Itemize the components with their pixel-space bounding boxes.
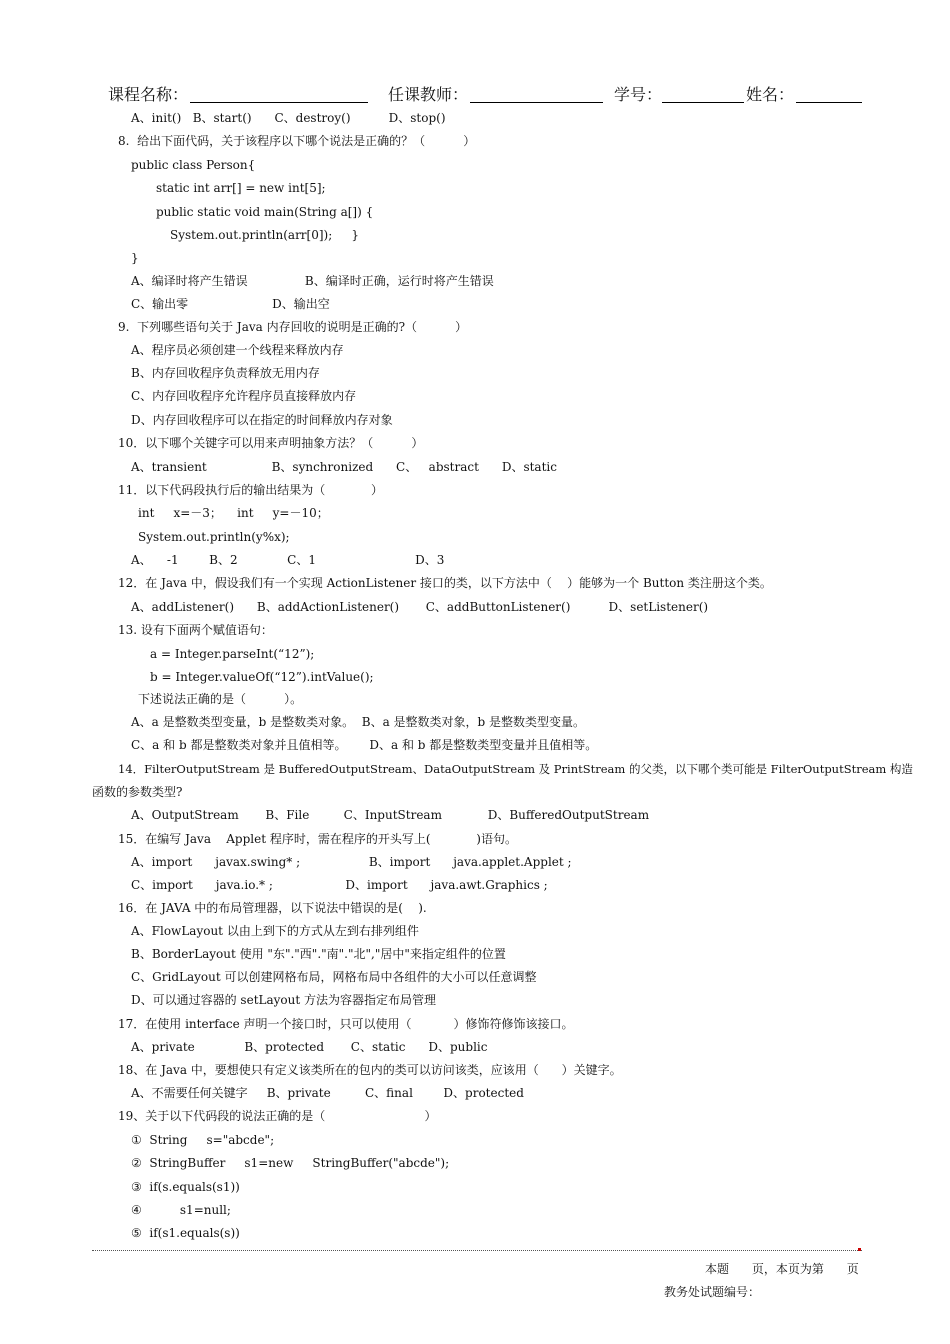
q11-code-line: int x=－3； int y=－10； bbox=[138, 506, 329, 520]
q19-code-line: ③ if(s.equals(s1)) bbox=[131, 1180, 240, 1194]
course-name-label: 课程名称： bbox=[108, 85, 189, 104]
page-count-text: 本题 页，本页为第 页 bbox=[705, 1262, 859, 1276]
q9-option: B、内存回收程序负责释放无用内存 bbox=[131, 366, 320, 380]
q8-code-line: public static void main(String a[]) { bbox=[156, 205, 374, 219]
q17-options: A、private B、protected C、static D、public bbox=[131, 1040, 488, 1054]
q14-stem: 14．FilterOutputStream 是 BufferedOutputStream、DataOutputStream 及 PrintStream 的父类，以下哪个类可能是 FilterOutputStream 构造 bbox=[118, 762, 913, 776]
q19-code-line: ② StringBuffer s1=new StringBuffer("abcde"); bbox=[131, 1156, 450, 1170]
q16-option: C、GridLayout 可以创建网格布局，网格布局中各组件的大小可以任意调整 bbox=[131, 970, 537, 984]
q13-stem: 13. 设有下面两个赋值语句： bbox=[118, 623, 273, 637]
q9-option: D、内存回收程序可以在指定的时间释放内存对象 bbox=[131, 413, 393, 427]
q9-stem: 9. 下列哪些语句关于 Java 内存回收的说明是正确的?（ ） bbox=[118, 320, 468, 334]
q11-options: A、 -1 B、2 C、1 D、3 bbox=[131, 553, 445, 567]
q15-options: C、import java.io.* ; D、import java.awt.Graphics ; bbox=[131, 878, 548, 892]
course-name-blank bbox=[190, 102, 368, 103]
q13-options: C、a 和 b 都是整数类对象并且值相等。 D、a 和 b 都是整数类型变量并且值相等。 bbox=[131, 738, 598, 752]
q14-options: A、OutputStream B、File C、InputStream D、BufferedOutputStream bbox=[131, 808, 650, 822]
q8-code-line: } bbox=[131, 251, 139, 265]
q13-prompt: 下述说法正确的是（ ）。 bbox=[138, 692, 303, 706]
q8-code-line: static int arr[] = new int[5]; bbox=[156, 181, 326, 195]
q8-stem: 8. 给出下面代码，关于该程序以下哪个说法是正确的？（ ） bbox=[118, 134, 476, 148]
q19-stem: 19、关于以下代码段的说法正确的是（ ） bbox=[118, 1109, 437, 1123]
student-id-label: 学号： bbox=[614, 85, 663, 104]
q15-options: A、import javax.swing* ; B、import java.applet.Applet ; bbox=[131, 855, 572, 869]
q15-stem: 15．在编写 Java Applet 程序时，需在程序的开头写上( )语句。 bbox=[118, 832, 517, 846]
q7-options: A、init() B、start() C、destroy() D、stop() bbox=[131, 111, 446, 125]
q19-code-line: ④ s1=null; bbox=[131, 1203, 231, 1217]
q8-options: C、输出零 D、输出空 bbox=[131, 297, 330, 311]
q13-code-line: a = Integer.parseInt(“12”); bbox=[150, 647, 315, 661]
q19-code-line: ⑤ if(s1.equals(s)) bbox=[131, 1226, 240, 1240]
q16-option: D、可以通过容器的 setLayout 方法为容器指定布局管理 bbox=[131, 993, 437, 1007]
q18-stem: 18、在 Java 中，要想使只有定义该类所在的包内的类可以访问该类，应该用（ ）关键字。 bbox=[118, 1063, 622, 1077]
name-label: 姓名： bbox=[746, 85, 795, 104]
exam-code-text: 教务处试题编号： bbox=[664, 1285, 761, 1299]
q11-stem: 11．以下代码段执行后的输出结果为（ ） bbox=[118, 483, 384, 497]
teacher-label: 任课教师： bbox=[388, 85, 469, 104]
student-id-blank bbox=[662, 102, 744, 103]
q18-options: A、不需要任何关键字 B、private C、final D、protected bbox=[131, 1086, 524, 1100]
footer-divider-end-mark bbox=[858, 1248, 861, 1251]
q13-options: A、a 是整数类型变量，b 是整数类对象。 B、a 是整数类对象，b 是整数类型变量。 bbox=[131, 715, 586, 729]
name-blank bbox=[796, 102, 862, 103]
q16-option: A、FlowLayout 以由上到下的方式从左到右排列组件 bbox=[131, 924, 419, 938]
teacher-blank bbox=[470, 102, 603, 103]
q9-option: A、程序员必须创建一个线程来释放内存 bbox=[131, 343, 344, 357]
q9-option: C、内存回收程序允许程序员直接释放内存 bbox=[131, 389, 357, 403]
q10-options: A、transient B、synchronized C、 abstract D、static bbox=[131, 460, 557, 474]
exam-header bbox=[108, 82, 868, 106]
q12-options: A、addListener() B、addActionListener() C、addButtonListener() D、setListener() bbox=[131, 600, 709, 614]
q17-stem: 17．在使用 interface 声明一个接口时，只可以使用（ ）修饰符修饰该接口。 bbox=[118, 1017, 574, 1031]
q14-stem-cont: 函数的参数类型? bbox=[92, 785, 183, 799]
q13-code-line: b = Integer.valueOf(“12”).intValue(); bbox=[150, 670, 374, 684]
q8-code-line: public class Person{ bbox=[131, 158, 256, 172]
q11-code-line: System.out.println(y%x); bbox=[138, 530, 290, 544]
footer-divider bbox=[92, 1250, 862, 1251]
q16-stem: 16．在 JAVA 中的布局管理器，以下说法中错误的是( ). bbox=[118, 901, 427, 915]
q8-options: A、编译时将产生错误 B、编译时正确，运行时将产生错误 bbox=[131, 274, 494, 288]
q16-option: B、BorderLayout 使用 "东"."西"."南"."北","居中"来指定组件的位置 bbox=[131, 947, 506, 961]
q12-stem: 12．在 Java 中，假设我们有一个实现 ActionListener 接口的类，以下方法中（ ）能够为一个 Button 类注册这个类。 bbox=[118, 576, 772, 590]
q10-stem: 10．以下哪个关键字可以用来声明抽象方法？（ ） bbox=[118, 436, 424, 450]
q8-code-line: System.out.println(arr[0]); } bbox=[170, 228, 359, 242]
q19-code-line: ① String s="abcde"; bbox=[131, 1133, 275, 1147]
